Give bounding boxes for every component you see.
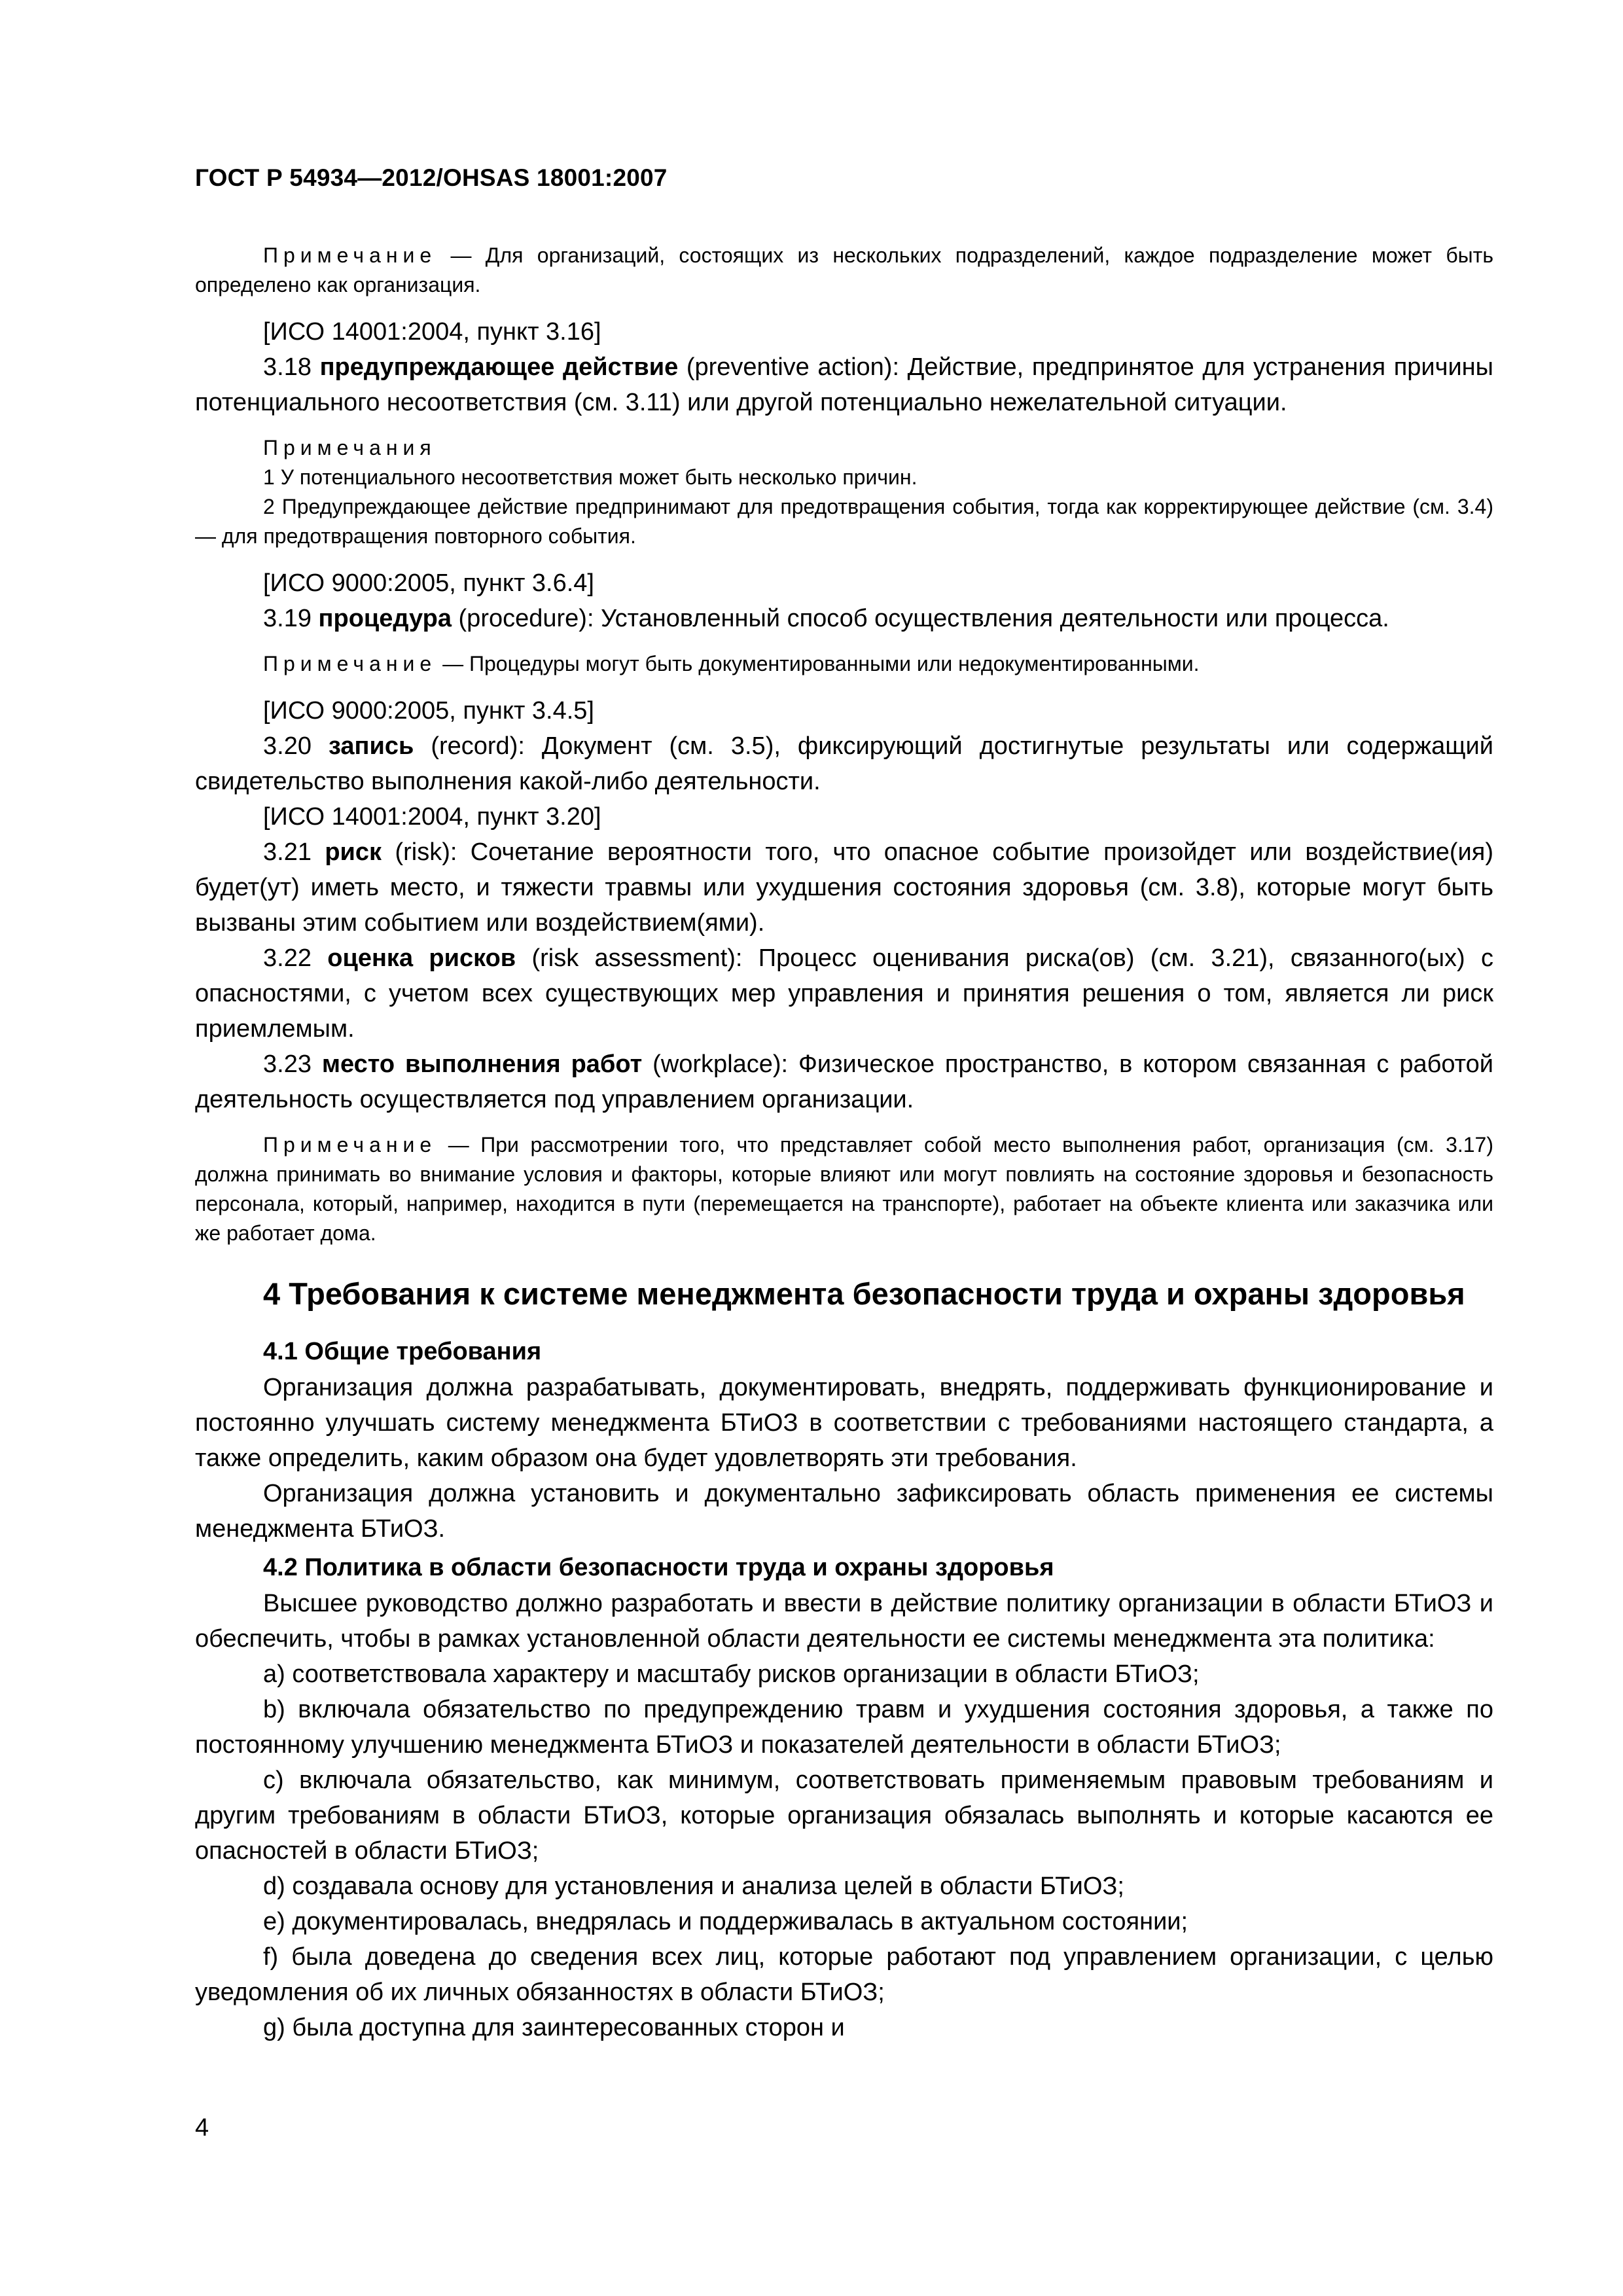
- term-number: 3.23: [263, 1050, 322, 1078]
- section-4-2-heading: 4.2 Политика в области безопасности труда и охраны здоровья: [263, 1554, 1054, 1581]
- term-definition: (risk): Сочетание вероятности того, что опасное событие произойдет или воздействие(ия) будет(ут) иметь место, и тяжести травмы или ухудшения состояния здоровья (см. 3.8), которые могут быть вызваны этим событием или воздействием(ями).: [195, 838, 1493, 937]
- term-definition: (procedure): Установленный способ осуществления деятельности или процесса.: [451, 605, 1389, 632]
- term-title: запись: [328, 732, 414, 760]
- note-text: — При рассмотрении того, что представляет собой место выполнения работ, организация (см. 3.17) должна принимать во внимание условия и факторы, которые влияют или могут повлиять на состояние здоровья и безопасность персонала, который, например, находится в пути (перемещается на транспорте), работает на объекте клиента или заказчика или же работает дома.: [195, 1133, 1493, 1245]
- term-3-23: [195, 1047, 1493, 1117]
- term-title: оценка рисков: [327, 944, 516, 972]
- note-text: — Для организаций, состоящих из нескольких подразделений, каждое подразделение может быть определено как организация.: [195, 243, 1493, 296]
- term-number: 3.21: [263, 838, 325, 866]
- list-item-c: c) включала обязательство, как минимум, соответствовать применяемым правовым требованиям и другим требованиям в области БТиОЗ, которые организация обязалась выполнять и которые касаются ее опасностей в области БТиОЗ;: [195, 1767, 1493, 1865]
- term-definition: (preventive action): Действие, предпринятое для устранения причины потенциального несоответствия (см. 3.11) или другой потенциально нежелательной ситуации.: [195, 353, 1493, 416]
- term-3-20: [195, 728, 1493, 799]
- notes-heading: Примечания: [263, 436, 437, 459]
- term-number: 3.19: [263, 605, 319, 632]
- paragraph: Высшее руководство должно разработать и ввести в действие политику организации в области БТиОЗ и обеспечить, чтобы в рамках установленной области деятельности ее системы менеджмента эта политика:: [195, 1590, 1493, 1653]
- section-4-heading: 4 Требования к системе менеджмента безопасности труда и охраны здоровья: [263, 1276, 1465, 1311]
- term-number: 3.22: [263, 944, 328, 972]
- note-3-19: [195, 649, 1493, 679]
- note-label: Примечание: [263, 243, 437, 267]
- note-item: 1 У потенциального несоответствия может быть несколько причин.: [263, 465, 918, 489]
- term-3-19: [195, 601, 1493, 636]
- term-definition: (workplace): Физическое пространство, в котором связанная с работой деятельность осуществляется под управлением организации.: [195, 1050, 1493, 1113]
- note-3-23: [195, 1130, 1493, 1248]
- term-definition: (risk assessment): Процесс оценивания риска(ов) (см. 3.21), связанного(ых) с опасностями, с учетом всех существующих мер управления и принятия решения о том, является ли риск приемлемым.: [195, 944, 1493, 1043]
- list-item-g: g) была доступна для заинтересованных сторон и: [263, 2014, 845, 2041]
- term-title: риск: [325, 838, 382, 866]
- term-3-18: [195, 350, 1493, 420]
- note-item: 2 Предупреждающее действие предпринимают для предотвращения события, тогда как корректирующее действие (см. 3.4) — для предотвращения повторного события.: [195, 495, 1493, 548]
- list-item-e: e) документировалась, внедрялась и поддерживалась в актуальном состоянии;: [263, 1908, 1188, 1935]
- section-4-1-heading: 4.1 Общие требования: [263, 1338, 542, 1365]
- list-item-d: d) создавала основу для установления и анализа целей в области БТиОЗ;: [263, 1873, 1124, 1900]
- list-item-b: b) включала обязательство по предупреждению травм и ухудшения состояния здоровья, а также по постоянному улучшению менеджмента БТиОЗ и показателей деятельности в области БТиОЗ;: [195, 1696, 1493, 1759]
- note-text: — Процедуры могут быть документированными или недокументированными.: [437, 652, 1200, 675]
- term-title: процедура: [318, 605, 452, 632]
- source-ref: [ИСО 14001:2004, пункт 3.16]: [263, 318, 601, 346]
- note-3-17: [195, 241, 1493, 300]
- term-number: 3.20: [263, 732, 329, 760]
- list-item-f: f) была доведена до сведения всех лиц, которые работают под управлением организации, с целью уведомления об их личных обязанностях в области БТиОЗ;: [195, 1943, 1493, 2006]
- page-number: 4: [195, 2114, 209, 2142]
- paragraph: Организация должна установить и документально зафиксировать область применения ее системы менеджмента БТиОЗ.: [195, 1480, 1493, 1543]
- term-title: место выполнения работ: [321, 1050, 643, 1078]
- document-header: ГОСТ Р 54934—2012/OHSAS 18001:2007: [195, 164, 668, 191]
- note-label: Примечание: [263, 1133, 437, 1157]
- term-definition: (record): Документ (см. 3.5), фиксирующий достигнутые результаты или содержащий свидетельство выполнения какой-либо деятельности.: [195, 732, 1493, 795]
- source-ref: [ИСО 14001:2004, пункт 3.20]: [263, 803, 601, 831]
- note-label: Примечание: [263, 652, 437, 675]
- paragraph: Организация должна разрабатывать, документировать, внедрять, поддерживать функционирование и постоянно улучшать систему менеджмента БТиОЗ в соответствии с требованиями настоящего стандарта, а также определить, каким образом она будет удовлетворять эти требования.: [195, 1374, 1493, 1472]
- page-content: [195, 162, 1493, 2045]
- term-title: предупреждающее действие: [319, 353, 679, 381]
- list-item-a: a) соответствовала характеру и масштабу рисков организации в области БТиОЗ;: [263, 1660, 1200, 1688]
- term-3-21: [195, 834, 1493, 941]
- source-ref: [ИСО 9000:2005, пункт 3.4.5]: [263, 697, 594, 725]
- source-ref: [ИСО 9000:2005, пункт 3.6.4]: [263, 569, 594, 597]
- term-3-22: [195, 941, 1493, 1047]
- term-number: 3.18: [263, 353, 320, 381]
